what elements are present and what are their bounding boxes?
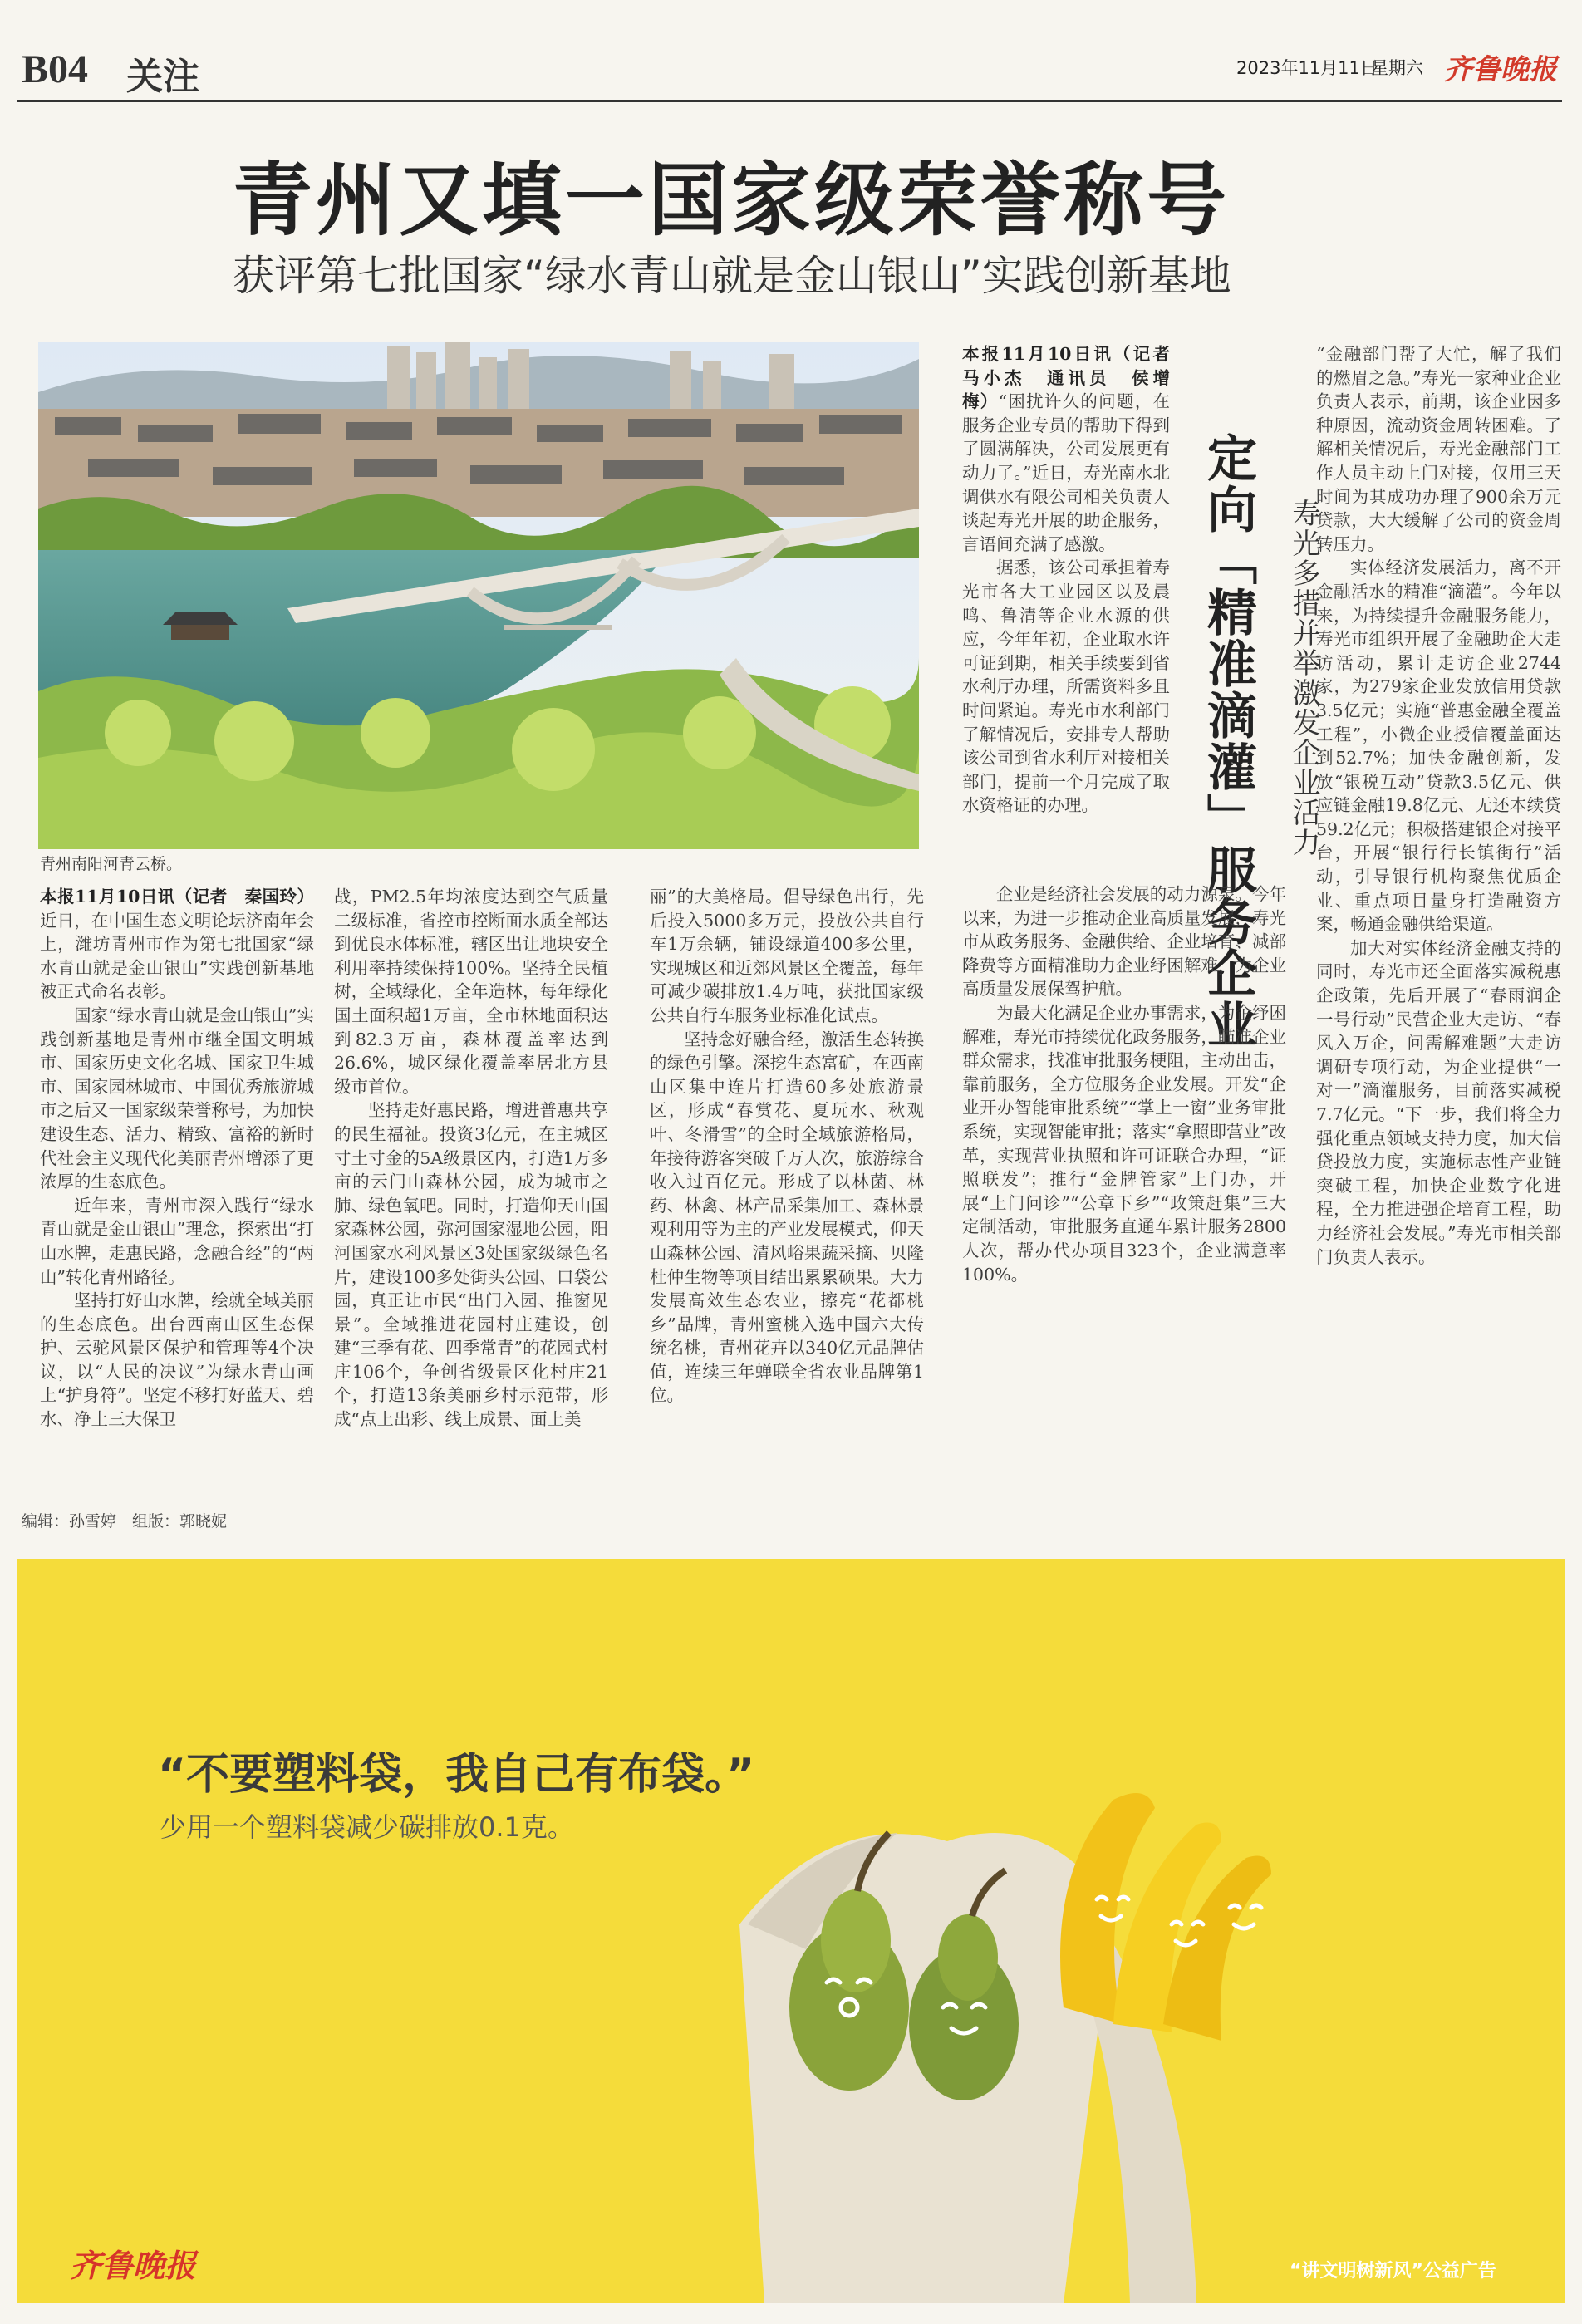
story2-paragraph: 为最大化满足企业办事需求，为企纾困解难，寿光市持续优化政务服务，瞄准企业群众需求，找准审批服务梗阻，主动出击，靠前服务，全方位服务企业发展。开发“企业开办智能审批系统”“掌上一窗”业务审批系统，实现智能审批；落实“拿照即营业”改革，实现营业执照和许可证联合办理，“证照联发”；推行“金牌管家”上门办，开展“上门问诊”“公章下乡”“政策赶集”三大定制活动，审批服务直通车累计服务2800人次，帮办代办项目323个，企业满意率100%。 bbox=[962, 1002, 1286, 1285]
publication-date: 2023年11月11日 bbox=[1236, 58, 1378, 78]
story2-column-1-top bbox=[962, 342, 1187, 818]
public-service-ad bbox=[17, 1559, 1565, 2303]
ad-illustration bbox=[17, 1559, 1565, 2303]
story2-paragraph: 加大对实体经济金融支持的同时，寿光市还全面落实减税惠企政策，先后开展了“春雨润企一号行动”民营企业大走访、“春风入万企，问需解难题”大走访调研专项行动，为企业提供“一对一”滴灌服务，目前落实减税7.7亿元。“下一步，我们将全力强化重点领域支持力度，加大信贷投放力度，实施标志性产业链突破工程，加快企业数字化进程，全力推进强企培育工程，助力经济社会发展。”寿光市相关部门负责人表示。 bbox=[1316, 937, 1561, 1267]
section-name: 关注 bbox=[126, 56, 199, 98]
story1-byline: 本报11月10日讯（记者 秦国玲） bbox=[40, 887, 314, 907]
ad-headline: “不要塑料袋，我自己有布袋。” bbox=[158, 1750, 755, 1800]
story1-column-3 bbox=[650, 885, 924, 1408]
ad-subline: 少用一个塑料袋减少碳排放0.1克。 bbox=[160, 1811, 574, 1843]
ad-newspaper-logo: 齐鲁晚报 bbox=[70, 2247, 197, 2284]
section-code: B04 bbox=[22, 47, 89, 91]
story2-paragraph: “困扰许久的问题，在服务企业专员的帮助下得到了圆满解决，公司发展更有动力了。”近日，寿光南水北调供水有限公司相关负责人谈起寿光开展的助企服务，言语间充满了感激。 bbox=[962, 391, 1171, 554]
main-headline: 青州又填一国家级荣誉称号 bbox=[233, 153, 1230, 247]
story2-byline: 本报11月10日讯（记者 马小杰 通讯员 侯增梅） bbox=[962, 344, 1187, 412]
story1-paragraph: 国家“绿水青山就是金山银山”实践创新基地是青州市继全国文明城市、国家历史文化名城、国家卫生城市、国家园林城市、中国优秀旅游城市之后又一国家级荣誉称号，为加快建设生态、活力、精致、富裕的新时代社会主义现代化美丽青州增添了更浓厚的生态底色。 bbox=[40, 1005, 314, 1192]
story1-paragraph: 近年来，青州市深入践行“绿水青山就是金山银山”理念，探索出“打山水牌，走惠民路，念融合经”的“两山”转化青州路径。 bbox=[40, 1195, 314, 1287]
story2-paragraph: 据悉，该公司承担着寿光市各大工业园区以及晨鸣、鲁清等企业水源的供应，今年年初，企业取水许可证到期，相关手续要到省水利厅办理，所需资料多且时间紧迫。寿光市水利部门了解情况后，安排专人帮助该公司到省水利厅对接相关部门，提前一个月完成了取水资格证的办理。 bbox=[962, 558, 1170, 816]
story1-paragraph: 坚持走好惠民路，增进普惠共享的民生福祉。投资3亿元，在主城区寸土寸金的5A级景区内，打造1万多亩的云门山森林公园，成为城市之肺、绿色氧吧。同时，打造仰天山国家森林公园，弥河国家湿地公园，阳河国家水利风景区3处国家级绿色名片，建设100多处街头公园、口袋公园，真正让市民“出门入园、推窗见景”。全域推进花园村庄建设，创建“三季有花、四季常青”的花园式村庄106个，争创省级景区化村庄21个，打造13条美丽乡村示范带，形成“点上出彩、线上成景、面上美 bbox=[334, 1100, 608, 1430]
story1-paragraph: 近日，在中国生态文明论坛济南年会上，潍坊青州市作为第七批国家“绿水青山就是金山银山”实践创新基地被正式命名表彰。 bbox=[40, 910, 314, 1002]
story2-column-1-bottom bbox=[962, 882, 1286, 1286]
main-subheadline: 获评第七批国家“绿水青山就是金山银山”实践创新基地 bbox=[233, 252, 1231, 300]
story1-paragraph: 坚持打好山水牌，绘就全域美丽的生态底色。出台西南山区生态保护、云驼风景区保护和管理等4个决议，以“人民的决议”为绿水青山画上“护身符”。坚定不移打好蓝天、碧水、净土三大保卫 bbox=[40, 1290, 314, 1430]
story1-column-2 bbox=[334, 885, 608, 1432]
ad-campaign-tag: “讲文明树新风”公益广告 bbox=[1290, 2261, 1496, 2282]
story2-paragraph: 实体经济发展活力，离不开金融活水的精准“滴灌”。今年以来，为持续提升金融服务能力，寿光市组织开展了金融助企大走访活动，累计走访企业2744家，为279家企业发放信用贷款3.5亿元；实施“普惠金融全覆盖工程”，小微企业授信覆盖面达到52.7%；加快金融创新，发放“银税互动”贷款3.5亿元、供应链金融19.8亿元、无还本续贷59.2亿元；积极搭建银企对接平台，开展“银行行长镇街行”活动，引导银行机构聚焦优质企业、重点项目量身打造融资方案，畅通金融供给渠道。 bbox=[1316, 558, 1561, 935]
story2-title: 定向「精准滴灌」服务企业 bbox=[1199, 432, 1257, 1050]
story2-paragraph: “金融部门帮了大忙，解了我们的燃眉之急。”寿光一家种业企业负责人表示，前期，该企业因多种原因，流动资金周转困难。了解相关情况后，寿光金融部门工作人员主动上门对接，仅用三天时间为其成功办理了900余万元贷款，大大缓解了公司的资金周转压力。 bbox=[1316, 344, 1561, 554]
masthead-divider bbox=[17, 100, 1562, 102]
newspaper-logo: 齐鲁晚报 bbox=[1444, 53, 1557, 86]
story2-subtitle: 寿光多措并举激发企业活力 bbox=[1287, 499, 1320, 857]
story2-paragraph: 企业是经济社会发展的动力源泉。今年以来，为进一步推动企业高质量发展，寿光市从政务服务、金融供给、企业培育、减部降费等方面精准助力企业纾困解难，为企业高质量发展保驾护航。 bbox=[962, 884, 1286, 1000]
photo-caption: 青州南阳河青云桥。 bbox=[40, 855, 183, 873]
editor-credit: 编辑：孙雪婷 组版：郭晓妮 bbox=[22, 1512, 228, 1530]
story2-column-2 bbox=[1316, 342, 1561, 1269]
publication-weekday: 星期六 bbox=[1371, 58, 1423, 78]
story1-paragraph: 丽”的大美格局。倡导绿色出行，先后投入5000多万元，投放公共自行车1万余辆，铺设绿道400多公里，实现城区和近郊风景区全覆盖，每年可减少碳排放1.4万吨，获批国家级公共自行车服务业标准化试点。 bbox=[650, 887, 924, 1025]
bridge-photo bbox=[38, 342, 919, 849]
bridge-photo-illustration bbox=[38, 342, 919, 849]
story1-paragraph: 战，PM2.5年均浓度达到空气质量二级标准，省控市控断面水质全部达到优良水体标准，辖区出让地块安全利用率持续保持100%。坚持全民植树，全域绿化，全年造林，每年绿化国土面积超1万亩，全市林地面积达到82.3万亩，森林覆盖率达到26.6%，城区绿化覆盖率居北方县级市首位。 bbox=[334, 887, 608, 1097]
story1-column-1 bbox=[40, 885, 314, 1432]
story1-paragraph: 坚持念好融合经，激活生态转换的绿色引擎。深挖生态富矿，在西南山区集中连片打造60多处旅游景区，形成“春赏花、夏玩水、秋观叶、冬滑雪”的全时全域旅游格局，年接待游客突破千万人次，旅游综合收入过百亿元。形成了以林菌、林药、林禽、林产品采集加工、森林景观利用等为主的产业发展模式，仰天山森林公园、清风峪果蔬采摘、贝隆杜仲生物等项目结出累累硕果。大力发展高效生态农业，擦亮“花都桃乡”品牌，青州蜜桃入选中国六大传统名桃，青州花卉以340亿元品牌估值，连续三年蝉联全省农业品牌第1位。 bbox=[650, 1029, 924, 1406]
